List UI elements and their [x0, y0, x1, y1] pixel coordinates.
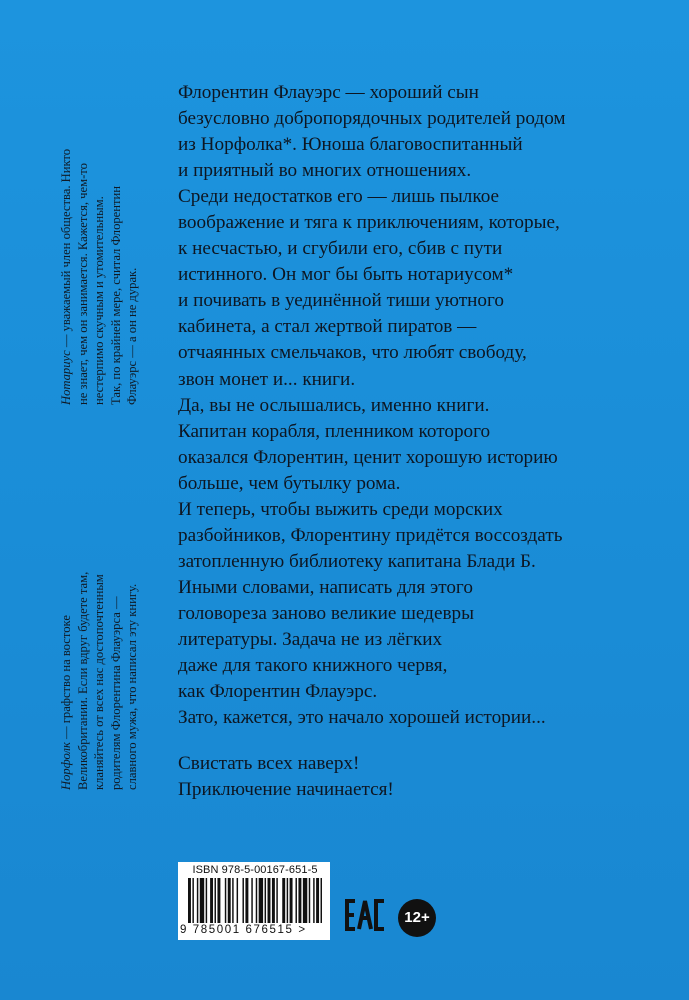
blurb-line: безусловно добропорядочных родителей родом: [178, 108, 566, 130]
barcode-bars: [188, 878, 322, 923]
blurb-line: Капитан корабля, пленником которого: [178, 420, 491, 442]
footnote-norfolk: [58, 572, 141, 790]
blurb-line: Зато, кажется, это начало хорошей истории...: [178, 707, 546, 729]
footnote-line: Так, по крайней мере, считал Флорентин: [108, 186, 123, 405]
blurb-line: затопленную библиотеку капитана Блади Б.: [178, 550, 536, 572]
barcode-bar: [200, 878, 204, 923]
footnote-line: Великобритании. Если вдруг будете там,: [75, 571, 90, 790]
blurb-line: Флорентин Флауэрс — хороший сын: [178, 82, 479, 103]
barcode-bar: [237, 878, 238, 923]
barcode-bar: [197, 878, 198, 923]
blurb-line: и приятный во многих отношениях.: [178, 160, 472, 182]
barcode-bar: [259, 878, 263, 923]
barcode-bar: [276, 878, 277, 923]
footnote-line: нестерпимо скучным и утомительным.: [92, 196, 106, 405]
barcode-bar: [265, 878, 266, 923]
barcode-bar: [192, 878, 193, 923]
barcode-bar: [210, 878, 213, 923]
barcode-bar: [295, 878, 296, 923]
barcode-bar: [298, 878, 301, 923]
barcode-bar: [268, 878, 271, 923]
blurb-line: как Флорентин Флауэрс.: [178, 681, 378, 703]
barcode-bar: [282, 878, 285, 923]
barcode-bar: [228, 878, 231, 923]
barcode-bar: [303, 878, 307, 923]
footnote-line: славного мужа, что написал эту книгу.: [125, 583, 139, 790]
blurb-line: головореза заново великие шедевры: [178, 602, 475, 624]
barcode-bar: [256, 878, 257, 923]
barcode-bar: [272, 878, 275, 923]
blurb-line: истинного. Он мог бы быть нотариусом*: [178, 264, 514, 286]
blurb-line: звон монет и... книги.: [178, 368, 356, 390]
blurb-line: к несчастью, и сгубили его, сбив с пути: [178, 238, 503, 260]
footnote-line: не знает, чем он занимается. Кажется, чем-то: [75, 163, 90, 405]
barcode-bar: [232, 878, 233, 923]
footnote-line: Нотариус — уважаемый член общества. Никто: [59, 148, 73, 405]
barcode-bar: [321, 878, 322, 923]
blurb-line: больше, чем бутылку рома.: [178, 472, 401, 494]
barcode-bar: [313, 878, 314, 923]
footnote-notary: [58, 149, 141, 405]
barcode-bar: [287, 878, 288, 923]
blurb-line: отчаянных смельчаков, что любят свободу,: [178, 342, 527, 364]
blurb-line: Да, вы не ослышались, именно книги.: [178, 394, 490, 416]
barcode-bar: [225, 878, 226, 923]
eac-mark-icon: [344, 898, 386, 932]
barcode-bar: [251, 878, 252, 923]
footnote-line: родителям Флорентина Флауэрса —: [108, 596, 123, 790]
footnote-line: кланяйтесь от всех нас достопочтенным: [92, 574, 106, 790]
barcode-bar: [290, 878, 293, 923]
blurb-line: Иными словами, написать для этого: [178, 576, 473, 598]
closing-line: Свистать всех наверх!: [178, 753, 360, 775]
barcode-bar: [242, 878, 243, 923]
barcode-bar: [217, 878, 220, 923]
blurb-line: оказался Флорентин, ценит хорошую историю: [178, 446, 558, 468]
barcode-bar: [188, 878, 191, 923]
blurb-line: И теперь, чтобы выжить среди морских: [178, 498, 503, 520]
blurb-line: кабинета, а стал жертвой пиратов —: [178, 316, 477, 338]
barcode-bar: [245, 878, 248, 923]
footnote-line: Норфолк — графство на востоке: [59, 615, 73, 790]
closing-line: Приключение начинается!: [178, 779, 394, 801]
blurb-line: Среди недостатков его — лишь пылкое: [178, 186, 500, 208]
blurb-line: разбойников, Флорентину придётся воссоздать: [178, 524, 563, 546]
footnote-line: Флауэрс — а он не дурак.: [125, 267, 139, 405]
barcode-digits: 9 785001 676515 >: [180, 924, 307, 936]
isbn-barcode: [178, 862, 330, 940]
barcode-bar: [309, 878, 310, 923]
paragraph-gap: [178, 731, 566, 751]
blurb-line: из Норфолка*. Юноша благовоспитанный: [178, 134, 523, 156]
blurb-text: [178, 80, 566, 803]
blurb-line: даже для такого книжного червя,: [178, 655, 448, 677]
blurb-line: и почивать в уединённой тиши уютного: [178, 290, 504, 312]
age-rating-badge: 12+: [398, 899, 436, 937]
blurb-line: воображение и тяга к приключениям, которые,: [178, 212, 560, 234]
isbn-label: ISBN 978-5-00167-651-5: [192, 864, 318, 876]
barcode-bar: [215, 878, 216, 923]
barcode-bar: [316, 878, 319, 923]
barcode-bar: [206, 878, 207, 923]
blurb-line: литературы. Задача не из лёгких: [178, 628, 443, 650]
